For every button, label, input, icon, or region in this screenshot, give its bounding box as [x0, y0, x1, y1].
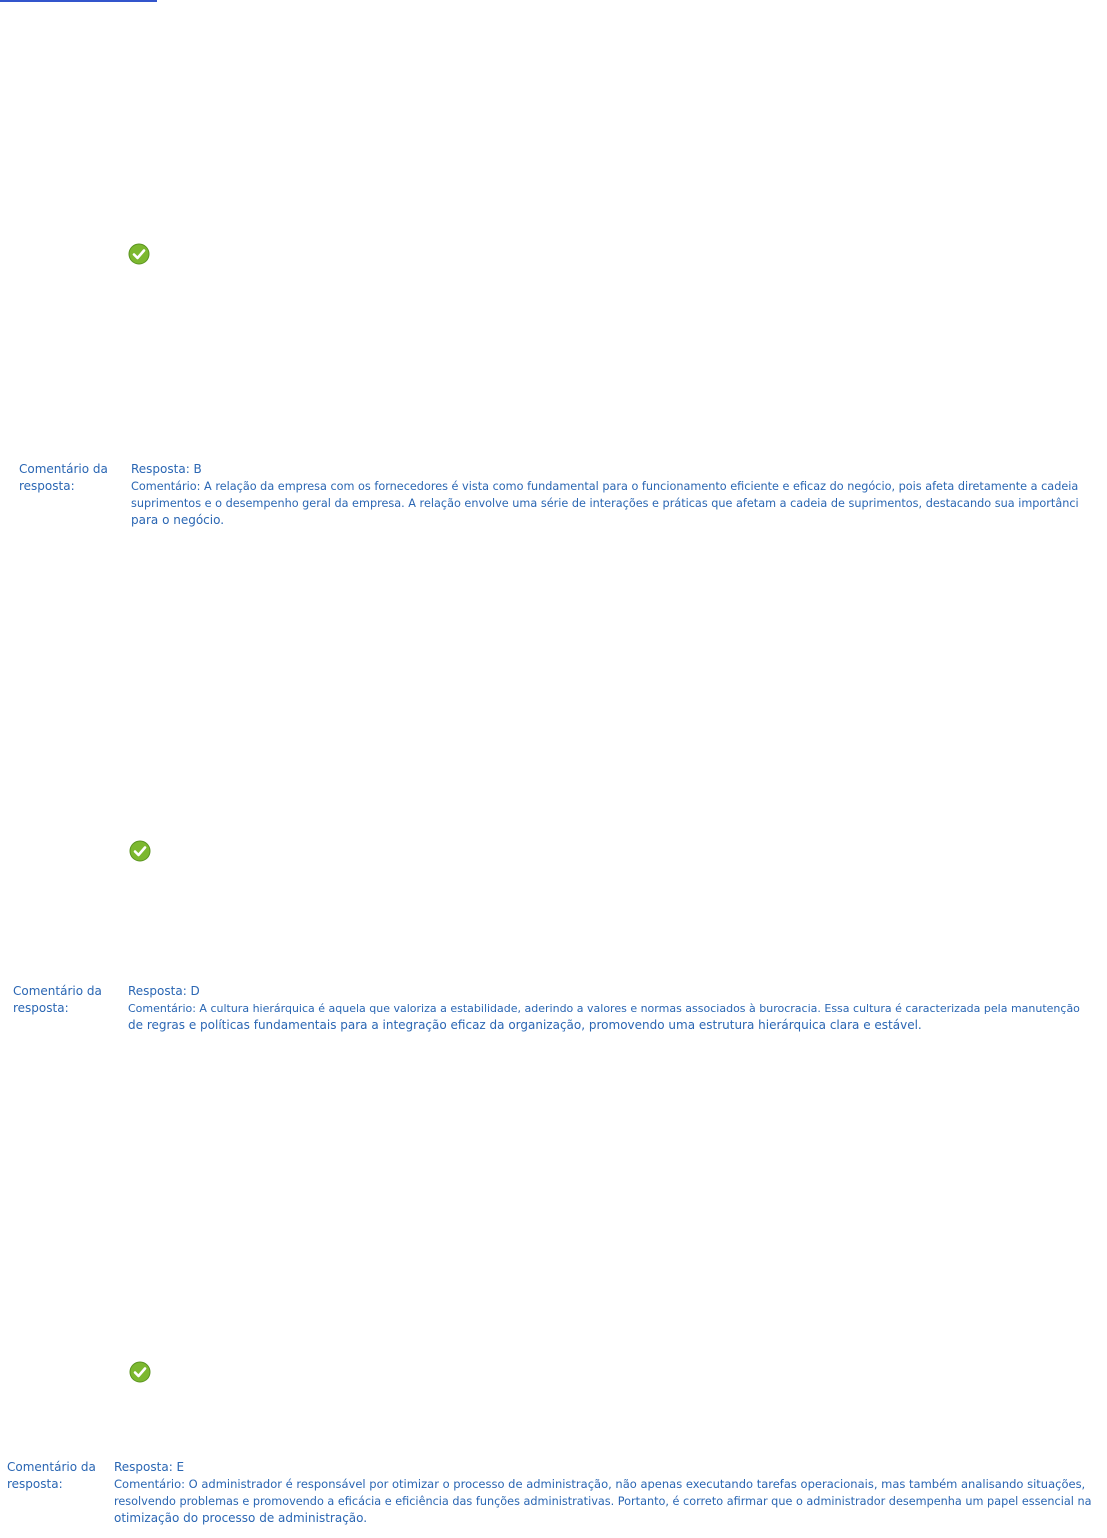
comment-line: Comentário: A relação da empresa com os fornecedores é vista como fundamental para o funcionamento eficiente e eficaz do negócio, pois afeta diretamente a cadeia — [131, 480, 1079, 493]
feedback-label-line2: resposta: — [13, 1001, 69, 1015]
comment-line: Comentário: O administrador é responsável por otimizar o processo de administração, não apenas executando tarefas operacionais, mas também analisando situações, — [114, 1477, 1086, 1491]
comment-line: resolvendo problemas e promovendo a eficácia e eficiência das funções administrativas. Portanto, é correto afirmar que o administrador desempenha um papel essencial na — [114, 1495, 1092, 1508]
comment-line: de regras e políticas fundamentais para a integração eficaz da organização, promovendo uma estrutura hierárquica clara e estável. — [128, 1018, 922, 1032]
answer-feedback — [13, 983, 1107, 1038]
answer-feedback — [19, 461, 1107, 531]
feedback-label — [7, 1459, 103, 1493]
feedback-label-line1: Comentário da — [19, 462, 108, 476]
check-circle-icon — [128, 243, 150, 265]
check-circle-icon — [129, 1361, 151, 1383]
top-link-underline — [0, 0, 157, 2]
feedback-label-line2: resposta: — [7, 1477, 63, 1491]
feedback-body — [128, 983, 1094, 1034]
feedback-label-line2: resposta: — [19, 479, 75, 493]
answer-letter: Resposta: E — [114, 1460, 185, 1474]
comment-line: Comentário: A cultura hierárquica é aquela que valoriza a estabilidade, aderindo a valores e normas associados à burocracia. Essa cultura é caracterizada pela manutenção — [128, 1002, 1080, 1015]
feedback-body — [114, 1459, 1099, 1527]
feedback-label — [19, 461, 115, 495]
answer-letter: Resposta: B — [131, 462, 202, 476]
feedback-label-line1: Comentário da — [7, 1460, 96, 1474]
comment-line: suprimentos e o desempenho geral da empresa. A relação envolve uma série de interações e práticas que afetam a cadeia de suprimentos, destacando sua importânci — [131, 497, 1079, 510]
feedback-label-line1: Comentário da — [13, 984, 102, 998]
check-circle-icon — [129, 840, 151, 862]
answer-feedback — [7, 1459, 1107, 1531]
comment-line: para o negócio. — [131, 513, 225, 527]
feedback-body — [131, 461, 1091, 529]
comment-line: otimização do processo de administração. — [114, 1511, 368, 1525]
feedback-label — [13, 983, 109, 1017]
answer-letter: Resposta: D — [128, 984, 200, 998]
